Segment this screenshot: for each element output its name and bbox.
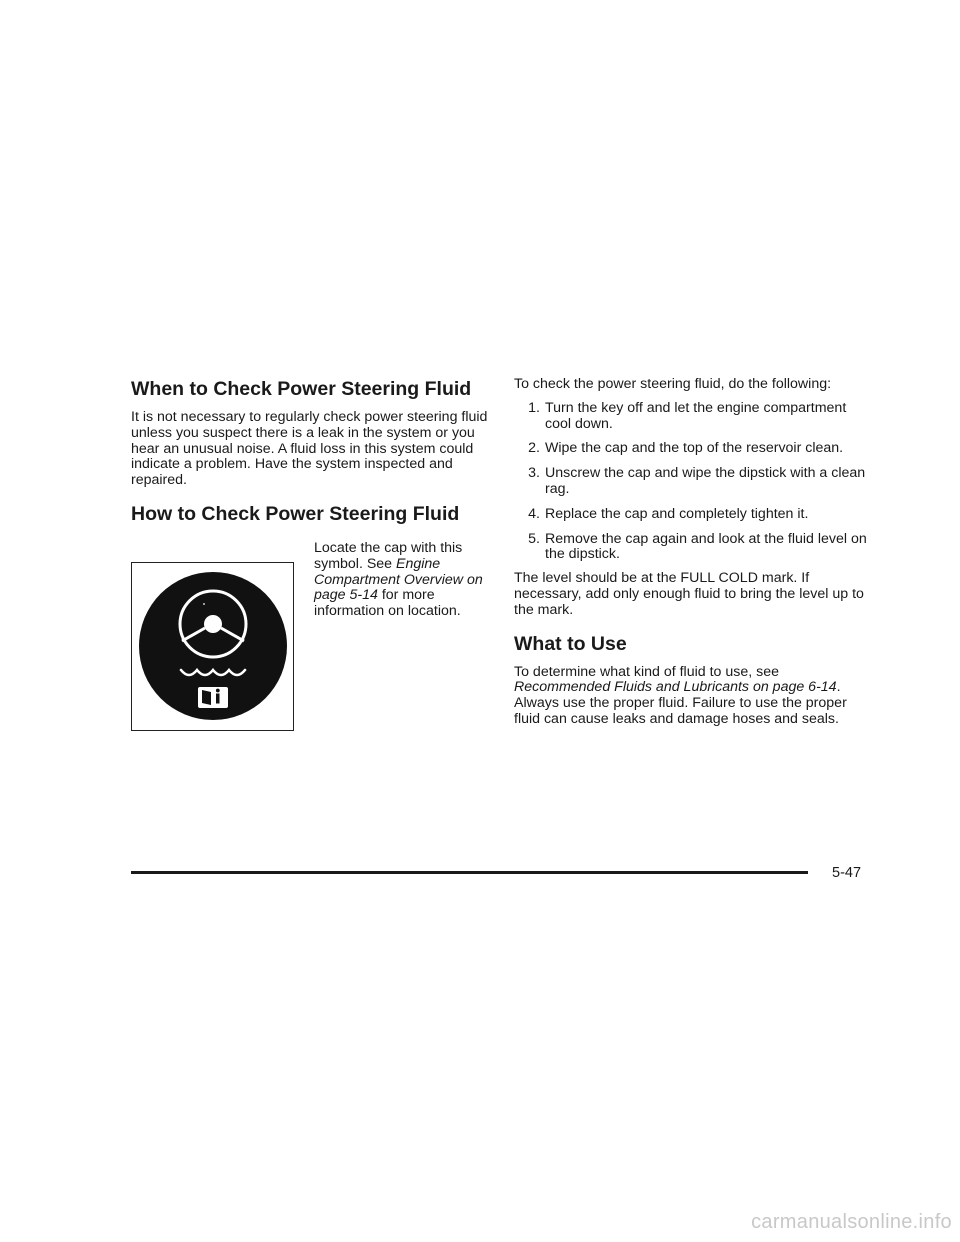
left-column [131, 378, 491, 731]
step-number: 4. [528, 505, 540, 522]
step-item [514, 532, 874, 564]
step-text: Turn the key off and let the engine compartment cool down. [545, 399, 847, 432]
recommended-fluids-link[interactable]: Recommended Fluids and Lubricants on page 6-14 [514, 679, 837, 696]
step-number: 3. [528, 465, 540, 482]
step-item [514, 507, 874, 523]
step-text: Unscrew the cap and wipe the dipstick with a clean rag. [545, 465, 866, 497]
footer-rule [131, 871, 808, 874]
engine-compartment-link[interactable]: Engine Compartment Overview on page 5-14 [314, 555, 483, 604]
step-item [514, 401, 874, 433]
steps-intro: To check the power steering fluid, do the following: [514, 376, 832, 392]
figure-caption-lead: Locate the cap with this symbol. See [314, 539, 463, 572]
heading-when-to-check: When to Check Power Steering Fluid [131, 378, 472, 400]
step-item [514, 441, 874, 457]
heading-what-to-use: What to Use [514, 632, 627, 655]
step-number: 1. [528, 399, 540, 416]
step-number: 5. [528, 530, 540, 547]
power-steering-symbol-figure [131, 562, 294, 731]
paragraph-when-to-check: It is not necessary to regularly check power steering fluid unless you suspect there is a leak in the system or you hear an unusual noise. A fluid loss in this system could indicate a problem. Have the system inspected and repaired. [131, 409, 488, 489]
level-paragraph: The level should be at the FULL COLD mark. If necessary, add only enough fluid to bring the level up to the mark. [514, 570, 864, 618]
steps-list [514, 401, 874, 563]
step-text: Wipe the cap and the top of the reservoir clean. [545, 440, 844, 457]
what-to-use-tail: . Always use the proper fluid. Failure to use the proper fluid can cause leaks and damage hoses and seals. [514, 679, 847, 727]
step-item [514, 466, 874, 498]
heading-how-to-check: How to Check Power Steering Fluid [131, 502, 460, 525]
symbol-figure-row [131, 541, 491, 731]
what-to-use-paragraph [514, 665, 874, 728]
what-to-use-lead: To determine what kind of fluid to use, see [514, 663, 779, 680]
step-number: 2. [528, 440, 540, 457]
right-column [514, 377, 874, 728]
watermark: carmanualsonline.info [751, 1211, 952, 1233]
power-steering-fluid-icon [138, 571, 288, 721]
step-text: Replace the cap and completely tighten it. [545, 505, 809, 522]
figure-caption [314, 541, 491, 731]
step-text: Remove the cap again and look at the fluid level on the dipstick. [545, 530, 867, 563]
page-number: 5-47 [832, 865, 862, 881]
figure-caption-tail: for more information on location. [314, 587, 461, 620]
